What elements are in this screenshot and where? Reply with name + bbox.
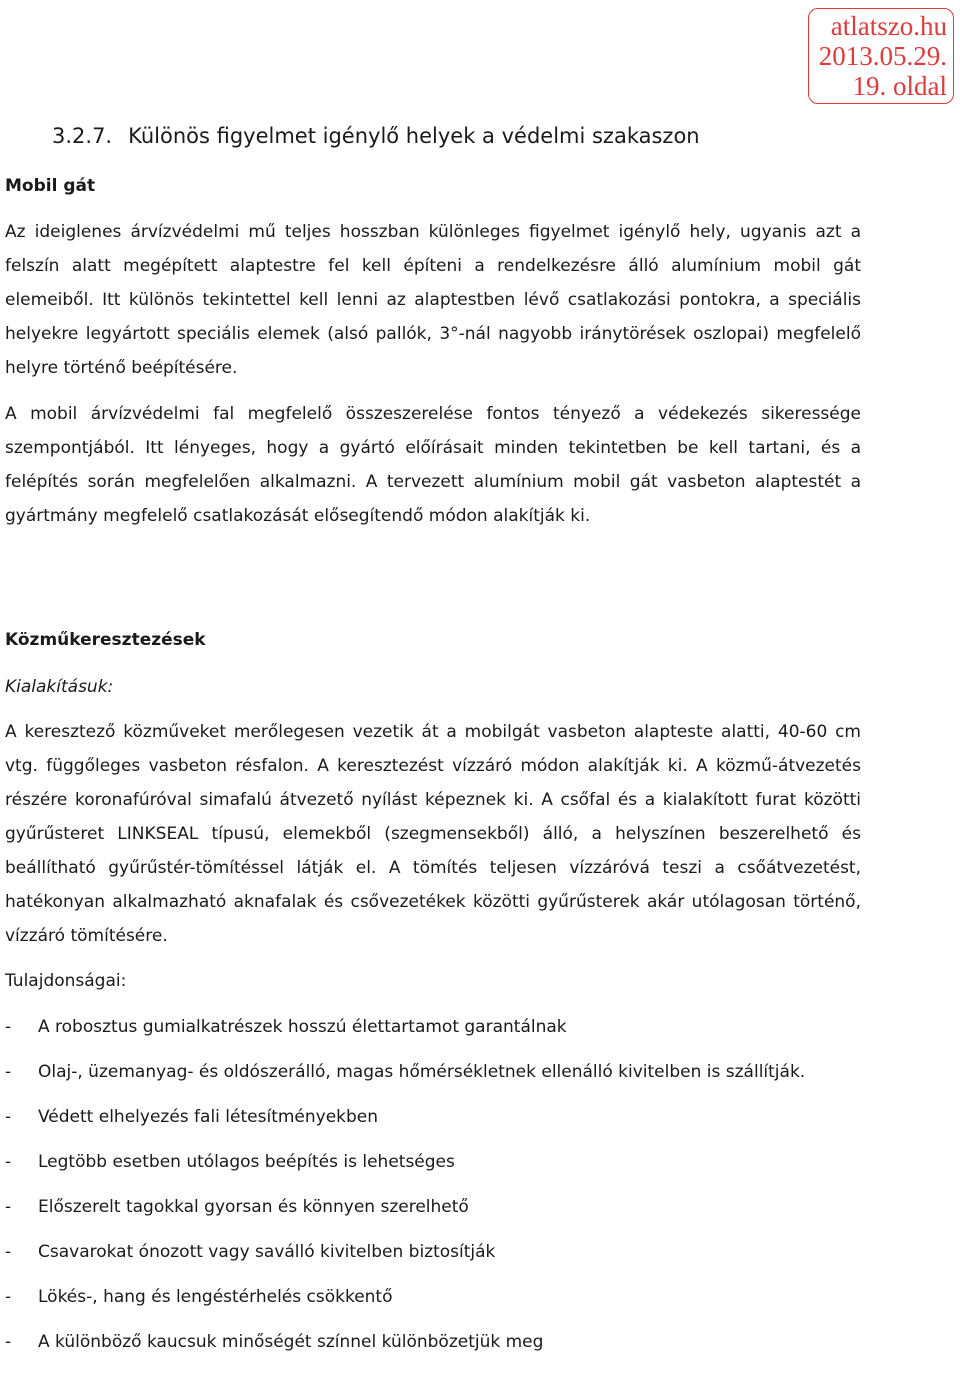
stamp-site: atlatszo.hu: [830, 11, 947, 41]
list-dash: -: [5, 1107, 12, 1127]
list-dash: -: [5, 1332, 12, 1352]
list-item: - Védett elhelyezés fali létesítményekben: [5, 1100, 861, 1134]
mobil-gat-heading: Mobil gát: [5, 176, 96, 196]
tulajdonsagai-label: Tulajdonságai:: [5, 971, 127, 991]
list-item: - Előszerelt tagokkal gyorsan és könnyen szerelhető: [5, 1190, 861, 1224]
list-item: - Lökés-, hang és lengéstérhelés csökkentő: [5, 1280, 861, 1314]
kozmu-heading: Közműkeresztezések: [5, 630, 206, 650]
mobil-gat-paragraph-1: Az ideiglenes árvízvédelmi mű teljes hosszban különleges figyelmet igénylő hely, ugyanis azt a felszín alatt megépített alaptestre fel kell építeni a rendelkezésre álló alumínium mobil gát elemeiből. Itt különös tekintettel kell lenni az alaptestben lévő csatlakozási pontokra, a speciális helyekre legyártott speciális elemek (alsó pallók, 3°-nál nagyobb iránytörések oszlopai) megfelelő helyre történő beépítésére.: [5, 222, 861, 378]
mobil-gat-paragraph-2: A mobil árvízvédelmi fal megfelelő összeszerelése fontos tényező a védekezés sikeressége szempontjából. Itt lényeges, hogy a gyártó előírásait minden tekintetben be kell tartani, és a felépítés során megfelelően alkalmazni. A tervezett alumínium mobil gát vasbeton alaptestét a gyártmány megfelelő csatlakozását elősegítendő módon alakítják ki.: [5, 404, 861, 526]
list-dash: -: [5, 1062, 12, 1082]
list-dash: -: [5, 1017, 12, 1037]
list-item: - Csavarokat ónozott vagy saválló kivitelben biztosítják: [5, 1235, 861, 1269]
kozmu-paragraph: A keresztező közműveket merőlegesen vezetik át a mobilgát vasbeton alapteste alatti, 40-60 cm vtg. függőleges vasbeton résfalon. A keresztezést vízzáró módon alakítják ki. A közmű-átvezetés részére koronafúróval simafalú átvezető nyílást képeznek ki. A csőfal és a kialakított furat közötti gyűrűsteret LINKSEAL típusú, elemekből (szegmensekből) álló, a helyszínen beszerelhető és beállítható gyűrűstér-tömítéssel látják el. A tömítés teljesen vízzáróvá teszi a csőátvezetést, hatékonyan alkalmazható aknafalak és csővezetékek közötti gyűrűsterek akár utólagosan történő, vízzáró tömítésére.: [5, 722, 861, 946]
tulajdonsagai-list: [5, 1010, 861, 1370]
list-item: - Legtöbb esetben utólagos beépítés is lehetséges: [5, 1145, 861, 1179]
list-item: - Olaj-, üzemanyag- és oldószerálló, magas hőmérsékletnek ellenálló kivitelben is szállítják.: [5, 1055, 861, 1089]
list-dash: -: [5, 1197, 12, 1217]
section-title-text: Különös figyelmet igénylő helyek a védelmi szakaszon: [128, 124, 700, 148]
list-item: - A különböző kaucsuk minőségét színnel különbözetjük meg: [5, 1325, 861, 1359]
section-number: 3.2.7.: [52, 124, 113, 148]
atlatszo-stamp: [808, 8, 954, 104]
stamp-page: 19. oldal: [852, 71, 947, 101]
list-dash: -: [5, 1152, 12, 1172]
section-title: [52, 124, 700, 148]
list-dash: -: [5, 1287, 12, 1307]
stamp-date: 2013.05.29.: [818, 41, 947, 71]
list-item: - A robosztus gumialkatrészek hosszú élettartamot garantálnak: [5, 1010, 861, 1044]
kialakitas-label: Kialakításuk:: [5, 677, 114, 697]
list-dash: -: [5, 1242, 12, 1262]
